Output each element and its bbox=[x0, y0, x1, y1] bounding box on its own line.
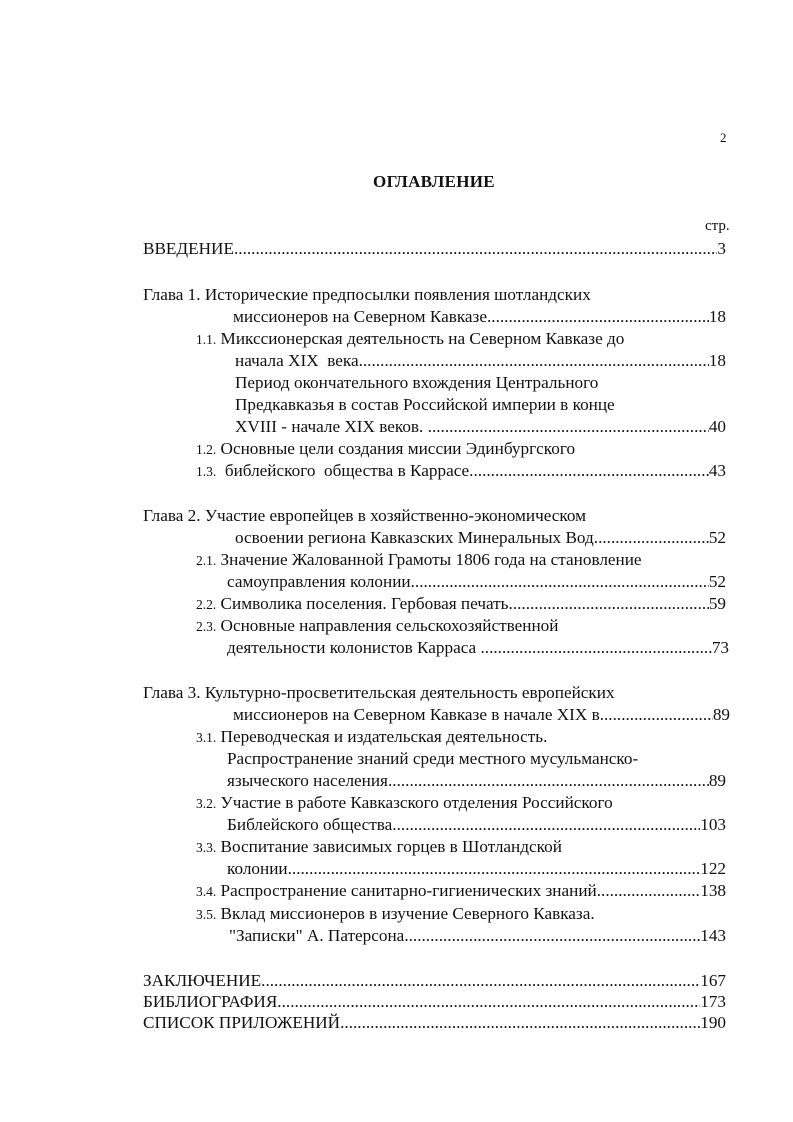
section-number: 3.1. bbox=[196, 730, 217, 745]
toc-entry-title: миссионеров на Северном Кавказе в начале XIX в bbox=[233, 705, 600, 724]
section-title: Переводческая и издательская деятельность. bbox=[220, 727, 548, 746]
page-title: ОГЛАВЛЕНИЕ bbox=[373, 172, 495, 191]
chapter-2-heading: Глава 2. Участие европейцев в хозяйственно-экономическом bbox=[143, 506, 587, 525]
leader-dots bbox=[597, 880, 701, 902]
toc-page-number: 167 bbox=[700, 971, 726, 990]
toc-entry-title: ВВЕДЕНИЕ bbox=[143, 239, 234, 258]
section-number: 1.2. bbox=[196, 442, 217, 457]
leader-dots bbox=[600, 704, 713, 726]
toc-entry-intro bbox=[143, 238, 726, 260]
section-2-1-entry bbox=[227, 571, 726, 593]
section-title: Основные цели создания миссии Эдинбургского bbox=[220, 439, 576, 458]
section-2-2-label bbox=[196, 593, 509, 616]
toc-page-number: 138 bbox=[700, 881, 726, 900]
leader-dots bbox=[392, 814, 700, 836]
toc-entry-title: БИБЛИОГРАФИЯ bbox=[143, 992, 278, 1011]
toc-entry-title: "Записки" А. Патерсона bbox=[229, 926, 405, 945]
toc-page-number: 73 bbox=[711, 638, 729, 657]
period-section-line-2: Предкавказья в состав Российской империи в конце bbox=[235, 395, 615, 414]
section-1-1-entry bbox=[235, 350, 726, 372]
toc-entry-bibliography bbox=[143, 991, 726, 1013]
leader-dots bbox=[469, 460, 709, 482]
toc-page-number: 103 bbox=[700, 815, 726, 834]
leader-dots bbox=[288, 858, 701, 880]
toc-entry-title: Распространение санитарно-гигиенических знаний bbox=[220, 881, 597, 900]
section-number: 2.1. bbox=[196, 553, 217, 568]
section-number: 1.1. bbox=[196, 332, 217, 347]
leader-dots bbox=[487, 306, 709, 328]
toc-page-number: 89 bbox=[712, 705, 730, 724]
section-title: Воспитание зависимых горцев в Шотландской bbox=[220, 837, 562, 856]
toc-entry-title: колонии bbox=[227, 859, 288, 878]
section-3-5-entry bbox=[229, 925, 726, 947]
leader-dots bbox=[428, 416, 709, 438]
chapter-1-entry bbox=[233, 306, 726, 328]
section-number: 2.3. bbox=[196, 619, 217, 634]
section-1-2-heading bbox=[196, 438, 575, 460]
section-3-4-label bbox=[196, 880, 597, 903]
toc-entry-title: миссионеров на Северном Кавказе bbox=[233, 307, 487, 326]
section-3-1-line-2: Распространение знаний среди местного мусульманско- bbox=[227, 749, 639, 768]
leader-dots bbox=[261, 970, 700, 992]
toc-entry-title: начала XIX века bbox=[235, 351, 359, 370]
section-3-5-heading bbox=[196, 903, 595, 925]
section-title: Вклад миссионеров в изучение Северного Кавказа. bbox=[220, 904, 595, 923]
toc-entry-title: библейского общества в Каррасе bbox=[220, 461, 470, 480]
chapter-1-heading: Глава 1. Исторические предпосылки появления шотландских bbox=[143, 285, 591, 304]
toc-page-number: 52 bbox=[708, 572, 726, 591]
leader-dots bbox=[234, 238, 717, 260]
section-3-4-entry bbox=[196, 880, 726, 902]
leader-dots bbox=[594, 527, 709, 549]
section-number: 2.2. bbox=[196, 597, 217, 612]
toc-page-number: 143 bbox=[700, 926, 726, 945]
section-2-1-heading bbox=[196, 549, 642, 571]
toc-entry-title: СПИСОК ПРИЛОЖЕНИЙ bbox=[143, 1013, 341, 1032]
section-number: 3.2. bbox=[196, 796, 217, 811]
section-2-3-heading bbox=[196, 615, 558, 637]
leader-dots bbox=[359, 350, 709, 372]
toc-page-number: 59 bbox=[708, 594, 726, 613]
pages-column-label: стр. bbox=[705, 218, 730, 234]
leader-dots bbox=[509, 593, 709, 615]
period-section-entry bbox=[235, 416, 726, 438]
section-number: 3.3. bbox=[196, 840, 217, 855]
leader-dots bbox=[411, 571, 709, 593]
leader-dots bbox=[277, 991, 700, 1013]
section-3-1-heading bbox=[196, 726, 547, 748]
leader-dots bbox=[340, 1012, 700, 1034]
toc-page-number: 173 bbox=[700, 992, 726, 1011]
section-1-3-label bbox=[196, 460, 469, 483]
section-title: Микссионерская деятельность на Северном Кавказе до bbox=[220, 329, 625, 348]
section-3-2-entry bbox=[227, 814, 726, 836]
toc-page-number: 3 bbox=[717, 239, 726, 258]
chapter-2-entry bbox=[235, 527, 726, 549]
section-title: Участие в работе Кавказского отделения Российского bbox=[220, 793, 613, 812]
section-1-1-heading bbox=[196, 328, 624, 350]
toc-page-number: 18 bbox=[708, 307, 726, 326]
section-3-1-entry bbox=[227, 770, 726, 792]
section-1-3-entry bbox=[196, 460, 726, 482]
toc-page-number: 43 bbox=[708, 461, 726, 480]
toc-entry-title: освоении региона Кавказских Минеральных Вод bbox=[235, 528, 594, 547]
page-number: 2 bbox=[720, 130, 727, 145]
chapter-3-heading: Глава 3. Культурно-просветительская деятельность европейских bbox=[143, 683, 615, 702]
leader-dots bbox=[480, 637, 711, 659]
section-3-3-entry bbox=[227, 858, 726, 880]
section-title: Основные направления сельскохозяйственной bbox=[220, 616, 559, 635]
toc-page-number: 190 bbox=[700, 1013, 726, 1032]
toc-entry-title: XVIII - начале XIX веков. bbox=[235, 417, 428, 436]
section-2-2-entry bbox=[196, 593, 726, 615]
period-section-line-1: Период окончательного вхождения Центрального bbox=[235, 373, 599, 392]
section-2-3-entry bbox=[227, 637, 729, 659]
section-number: 3.4. bbox=[196, 884, 217, 899]
toc-entry-title: языческого населения bbox=[227, 771, 388, 790]
leader-dots bbox=[388, 770, 709, 792]
section-3-3-heading bbox=[196, 836, 562, 858]
section-number: 3.5. bbox=[196, 907, 217, 922]
toc-entry-conclusion bbox=[143, 970, 726, 992]
section-number: 1.3. bbox=[196, 464, 217, 479]
toc-page-number: 18 bbox=[708, 351, 726, 370]
toc-entry-appendices bbox=[143, 1012, 726, 1034]
section-3-2-heading bbox=[196, 792, 613, 814]
chapter-3-entry bbox=[233, 704, 730, 726]
leader-dots bbox=[404, 925, 700, 947]
toc-page-number: 89 bbox=[708, 771, 726, 790]
toc-page-number: 122 bbox=[700, 859, 726, 878]
section-title: Значение Жалованной Грамоты 1806 года на становление bbox=[220, 550, 642, 569]
toc-entry-title: ЗАКЛЮЧЕНИЕ bbox=[143, 971, 262, 990]
toc-page-number: 52 bbox=[708, 528, 726, 547]
toc-entry-title: Символика поселения. Гербовая печать bbox=[220, 594, 509, 613]
toc-entry-title: деятельности колонистов Карраса bbox=[227, 638, 481, 657]
toc-page-number: 40 bbox=[708, 417, 726, 436]
toc-entry-title: самоуправления колонии bbox=[227, 572, 411, 591]
toc-entry-title: Библейского общества bbox=[227, 815, 393, 834]
